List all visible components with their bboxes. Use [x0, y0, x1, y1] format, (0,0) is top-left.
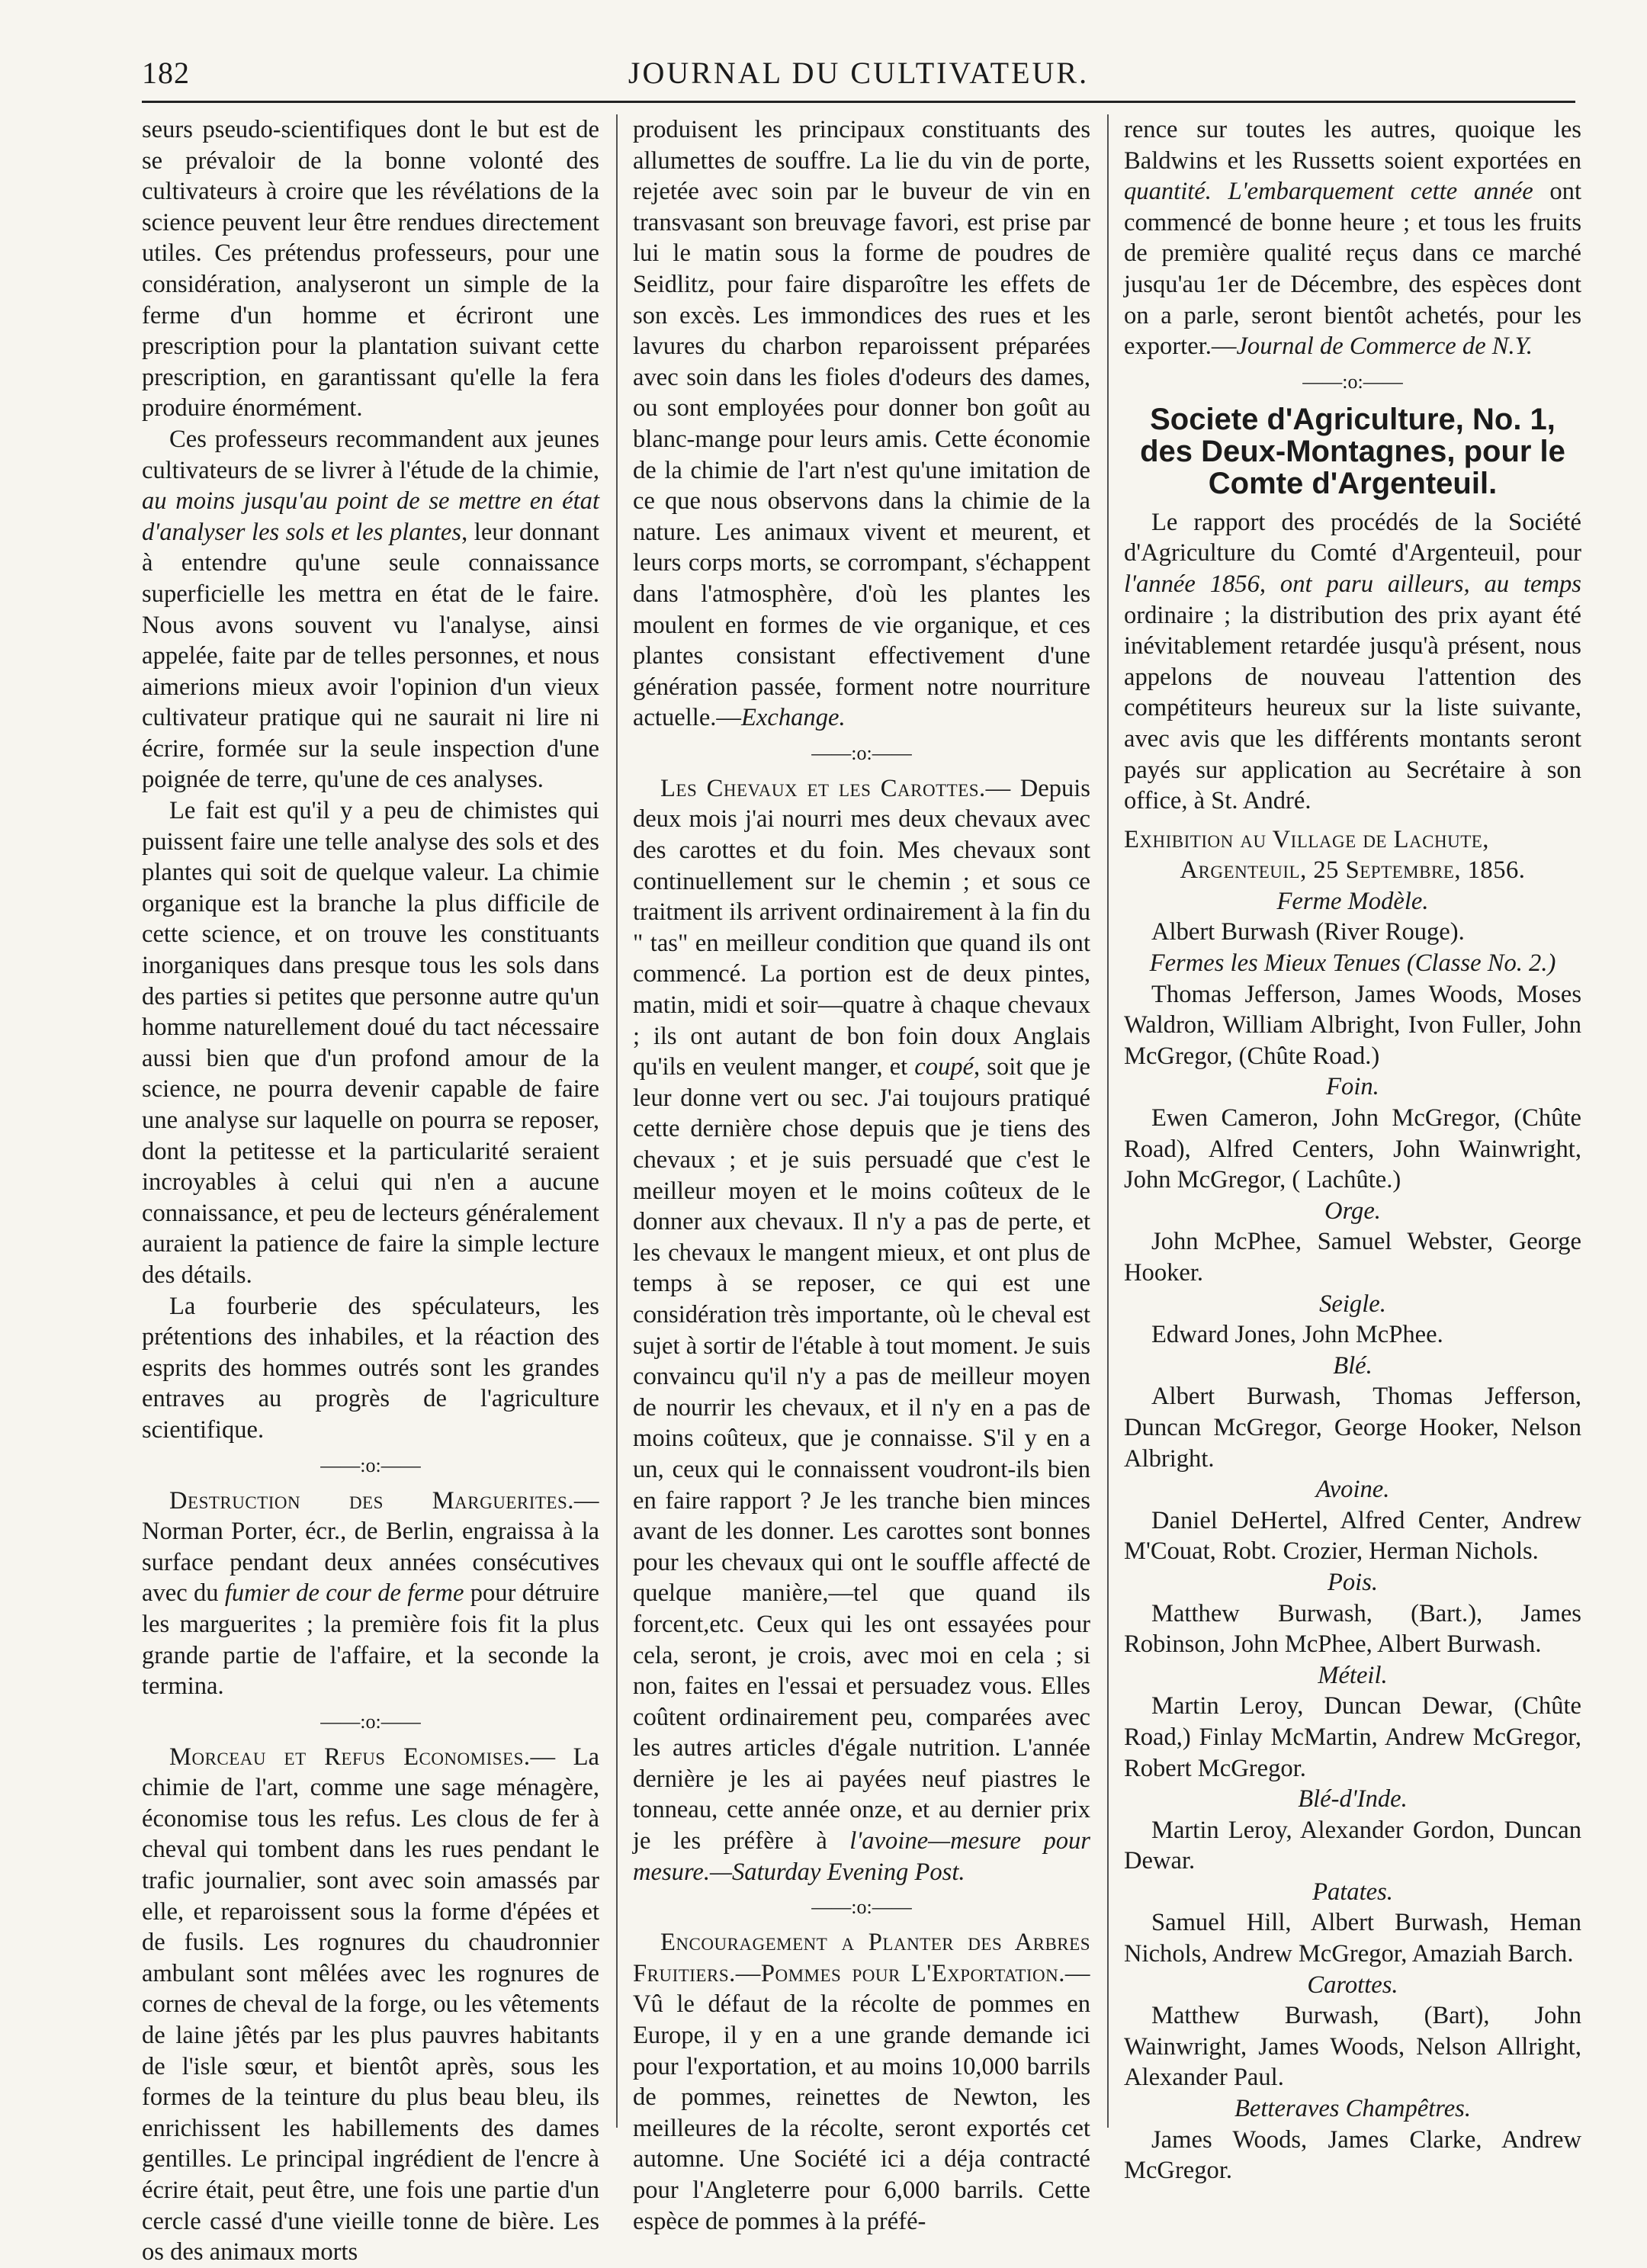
prize-winners: Matthew Burwash, (Bart.), James Robinson, John McPhee, Albert Burwash.: [1124, 1599, 1581, 1659]
italic-text: coupé: [914, 1053, 974, 1081]
prize-winners: Thomas Jefferson, James Woods, Moses Waldron, William Albright, Ivon Fuller, John McGregor, (Chûte Road.): [1124, 980, 1581, 1070]
prize-category: Pois.: [1327, 1568, 1379, 1596]
prize-winners: Martin Leroy, Alexander Gordon, Duncan Dewar.: [1124, 1816, 1581, 1875]
text: ordinaire ; la distribution des prix ayant été inévitablement retardée jusqu'à présent, nous appelons de nouveau l'attention des compétiteurs heureux sur la liste suivante, avec avis que les différents montants seront payés sur application au Secrétaire à son office, à St. André.: [1124, 601, 1581, 815]
prize-category: Orge.: [1324, 1197, 1381, 1225]
running-head: [142, 55, 1575, 98]
text: produisent les principaux constituants des allumettes de souffre. La lie du vin de porte, rejetée avec soin par le buveur de vin en transvasant son breuvage favori, est prise par lui le matin sous la forme de poudres de Seidlitz, pour faire disparoître les effets de son excès. Les immondices des rues et les lavures du charbon reparoissent préparées avec soin dans les fioles d'odeurs des dames, ou sont employées pour donner bon goût au blanc-mange pour leurs amis. Cette économie de la chimie de l'art n'est qu'une imitation de ce que nous observons dans la chimie de la nature. Les animaux vivent et meurent, et leurs corps morts, se corrompant, s'échappent dans l'atmosphère, d'où les plantes les moulent en formes de vie organique, et ces plantes consistant effectivement d'une génération passée, forment notre nourriture actuelle.—: [633, 116, 1090, 732]
column-divider-1: [616, 114, 618, 2128]
article-morceau: [142, 1742, 599, 2268]
paragraph: La fourberie des spéculateurs, les prétentions des inhabiles, et la réaction des esprits des hommes outrés sont les grandes entraves au progrès de l'agriculture scientifique.: [142, 1292, 599, 1444]
prize-winners: Ewen Cameron, John McGregor, (Chûte Road), Alfred Centers, John Wainwright, John McGregor, ( Lachûte.): [1124, 1104, 1581, 1194]
text: Depuis deux mois j'ai nourri mes deux chevaux avec des carottes et du foin. Mes chevaux sont continuellement sur le chemin ; et sous ce traitment ils arrivent ordinairement à la fin du " tas" en meilleur condition que quand ils ont commencé. La portion est de deux pintes, matin, midi et soir—quatre à chaque chevaux ; ils ont autant de bon foin doux Anglais qu'ils en veulent manger, et: [633, 774, 1090, 1081]
page-number: 182: [142, 56, 190, 90]
article-marguerites: [142, 1486, 599, 1702]
prize-category: Betteraves Champêtres.: [1234, 2095, 1472, 2123]
article-title: Destruction des Marguerites.—: [169, 1486, 599, 1515]
paragraph: Le fait est qu'il y a peu de chimistes qui puissent faire une telle analyse des sols et des plantes qui soit de quelque valeur. La chimie organique est la branche la plus difficile de cette science, et on trouve les constituants inorganiques dans presque tous les sols dans des parties si petites que personne autre qu'un homme naturellement doué du tact nécessaire aussi bien que d'un profond amour de la science, ne pourra devenir capable de faire une analyse sur laquelle on pourra se reposer, dont la petitesse et la particularité seraient incroyables à celui qui n'en a aucune connaissance, et peu de lecteurs généralement auraient la patience de faire la simple lecture des détails.: [142, 797, 599, 1289]
prize-category: Carottes.: [1307, 1971, 1398, 1999]
article-title: Morceau et Refus Economises.—: [169, 1743, 556, 1771]
prize-category: Blé-d'Inde.: [1298, 1785, 1408, 1813]
paragraph: [142, 424, 599, 795]
prize-winners: Daniel DeHertel, Alfred Center, Andrew M'Couat, Robt. Crozier, Herman Nichols.: [1124, 1506, 1581, 1566]
article-title: Encouragement a Planter des Arbres Fruitiers.—Pommes pour L'Exportation.—: [633, 1929, 1090, 1987]
exhibition-title: Exhibition au Village de Lachute,: [1124, 825, 1489, 853]
text: La chimie de l'art, comme une sage ménagère, économise tous les refus. Les clous de fer à cheval qui tombent dans les rues pendant le trafic journalier, sont avec soin amassés par elle, et reparoissent sous la forme d'épées et de fusils. Les rognures du chaudronnier ambulant sont mêlées avec les rognures de cornes de cheval de la forge, ou les vêtements de laine jêtés par les plus pauvres habitants de l'isle sœur, et bientôt après, sous les formes de la teinture du plus beau bleu, ils enrichissent les habillements des dames gentilles. Le principal ingrédient de l'encre à écrire était, peut être, une fois une partie d'un cercle cassé d'une vieille tonne de bière. Les os des animaux morts: [142, 1743, 599, 2266]
text: Norman Porter, écr., de Berlin, engraissa à la surface pendant deux années consécutives avec du: [142, 1518, 599, 1608]
italic-text: au moins jusqu'au point de se mettre en état d'analyser les sols et les plantes: [142, 487, 599, 546]
prize-category: Seigle.: [1319, 1290, 1386, 1318]
header-rule: [142, 101, 1575, 103]
text: pour détruire les marguerites ; la première fois fit la plus grande partie de l'affaire, et la seconde la termina.: [142, 1579, 600, 1701]
prize-category: Fermes les Mieux Tenues (Classe No. 2.): [1149, 949, 1556, 978]
italic-text: quantité. L'embarquement cette année: [1124, 178, 1533, 206]
prize-winners: Albert Burwash, Thomas Jefferson, Duncan McGregor, George Hooker, Nelson Albright.: [1124, 1383, 1581, 1473]
article-title: Les Chevaux et les Carottes.—: [660, 774, 1011, 802]
article-pommes: [633, 1927, 1090, 2237]
column-2: [633, 114, 1090, 2235]
article-chevaux: [633, 773, 1090, 1887]
text: rence sur toutes les autres, quoique les Baldwins et les Russetts soient exportées en: [1124, 116, 1581, 175]
section-separator: ——:o:——: [811, 1896, 912, 1919]
text: Le rapport des procédés de la Société d'Agriculture du Comté d'Argenteuil, pour: [1124, 508, 1581, 567]
italic-text: Journal de Commerce de N.Y.: [1236, 332, 1533, 361]
prize-winners: Martin Leroy, Duncan Dewar, (Chûte Road,) Finlay McMartin, Andrew McGregor, Robert McGregor.: [1124, 1692, 1581, 1782]
society-heading: Societe d'Agriculture, No. 1, des Deux-Montagnes, pour le Comte d'Argenteuil.: [1140, 402, 1565, 500]
prize-winners: James Woods, James Clarke, Andrew McGregor.: [1124, 2125, 1581, 2185]
italic-text: l'avoine—mesure pour mesure.—Saturday Evening Post.: [633, 1827, 1090, 1886]
text: ont commencé de bonne heure ; et tous les fruits de première qualité reçus dans ce marché jusqu'au 1er de Décembre, des espèces dont on a parle, seront bientôt achetés, pour les exporter.—: [1124, 178, 1581, 361]
prize-category: Patates.: [1312, 1878, 1393, 1906]
text: , leur donnant à entendre qu'une seule connaissance superficielle les mettra en état de le faire. Nous avons souvent vu l'analyse, ainsi appelée, faite par de telles personnes, et nous aimerions mieux avoir l'opinion d'un vieux cultivateur pratique qui ne saurait ni lire ni écrire, formée sur la seule inspection d'une poignée de terre, qu'une de ces analyses.: [142, 518, 599, 794]
paragraph: [1124, 114, 1581, 362]
column-1: [142, 114, 600, 2266]
italic-text: fumier de cour de ferme: [224, 1579, 464, 1608]
prize-category: Foin.: [1326, 1073, 1379, 1101]
text: , soit que je leur donne vert ou sec. J'ai toujours pratiqué cette dernière chose depuis que je tiens des chevaux ; et je suis persuadé que c'est le meilleur moyen et le moins coûteux de le donner aux chevaux. Il n'y a pas de perte, et les chevaux le mangent mieux, et ont plus de temps à se reposer, ce qui est une considération très importante, où le cheval est sujet à sortir de l'étable à tout moment. Je suis convaincu qu'il n'y a pas de meilleur moyen de nourrir les chevaux, et il n'y en a pas de moins coûteux, que je connaisse. S'il y en a un, ceux qui le connaissent voudront-ils bien en faire rapport ? Je les tranche bien minces avant de les donner. Les carottes sont bonnes pour les chevaux qui ont le souffle affecté de quelque manière,—tel que quand ils forcent,etc. Ceux qui les ont essayées pour cela, seront, je crois, avec moi en cela ; si non, faites en l'essai et persuadez vous. Elles coûtent ordinairement peu, comparées avec les autres articles d'égale nutrition. L'année dernière je les ai payées neuf piastres le tonneau, cette année onze, et au dernier prix je les préfère à: [633, 1053, 1090, 1855]
paragraph: seurs pseudo-scientifiques dont le but est de se prévaloir de la bonne volonté des cultivateurs à croire que les révélations de la science peuvent leur être rendues directement utiles. Ces prétendus professeurs, pour une considération, analyseront un simple de la ferme d'un homme et écriront une prescription pour la plantation suivant cette prescription, en garantissant qu'elle la fera produire énormément.: [142, 116, 599, 422]
prize-category: Méteil.: [1318, 1661, 1388, 1689]
section-separator: ——:o:——: [1302, 370, 1403, 393]
section-separator: ——:o:——: [320, 1454, 421, 1476]
prize-winners: Albert Burwash (River Rouge).: [1151, 918, 1465, 946]
text: Vû le défaut de la récolte de pommes en Europe, il y en a une grande demande ici pour l'exportation, et au moins 10,000 barrils de pommes, reinettes de Newton, les meilleures de la récolte, seront exportés cet automne. Une Société ici a déja contracté pour l'Angleterre pour 6,000 barrils. Cette espèce de pommes à la préfé-: [633, 1990, 1090, 2235]
section-separator: ——:o:——: [320, 1710, 421, 1733]
prize-winners: Matthew Burwash, (Bart), John Wainwright, James Woods, Nelson Allright, Alexander Paul.: [1124, 2002, 1581, 2092]
column-3: [1124, 114, 1581, 2185]
prize-category: Blé.: [1333, 1351, 1372, 1380]
italic-text: Exchange.: [741, 704, 846, 732]
text: Ces professeurs recommandent aux jeunes cultivateurs de se livrer à l'étude de la chimie,: [142, 425, 599, 484]
paragraph: [633, 114, 1090, 734]
prize-winners: John McPhee, Samuel Webster, George Hooker.: [1124, 1228, 1581, 1287]
prize-winners: Samuel Hill, Albert Burwash, Heman Nichols, Andrew McGregor, Amaziah Barch.: [1124, 1909, 1581, 1968]
exhibition-date: Argenteuil, 25 Septembre, 1856.: [1180, 856, 1526, 885]
prize-winners: Edward Jones, John McPhee.: [1151, 1321, 1443, 1349]
prize-category: Ferme Modèle.: [1276, 887, 1429, 915]
paragraph: [1124, 507, 1581, 817]
italic-text: l'année 1856, ont paru ailleurs, au temps: [1124, 570, 1581, 598]
column-divider-2: [1107, 114, 1109, 2128]
prize-category: Avoine.: [1315, 1476, 1390, 1504]
section-separator: ——:o:——: [811, 741, 912, 764]
journal-title: JOURNAL DU CULTIVATEUR.: [628, 56, 1090, 90]
